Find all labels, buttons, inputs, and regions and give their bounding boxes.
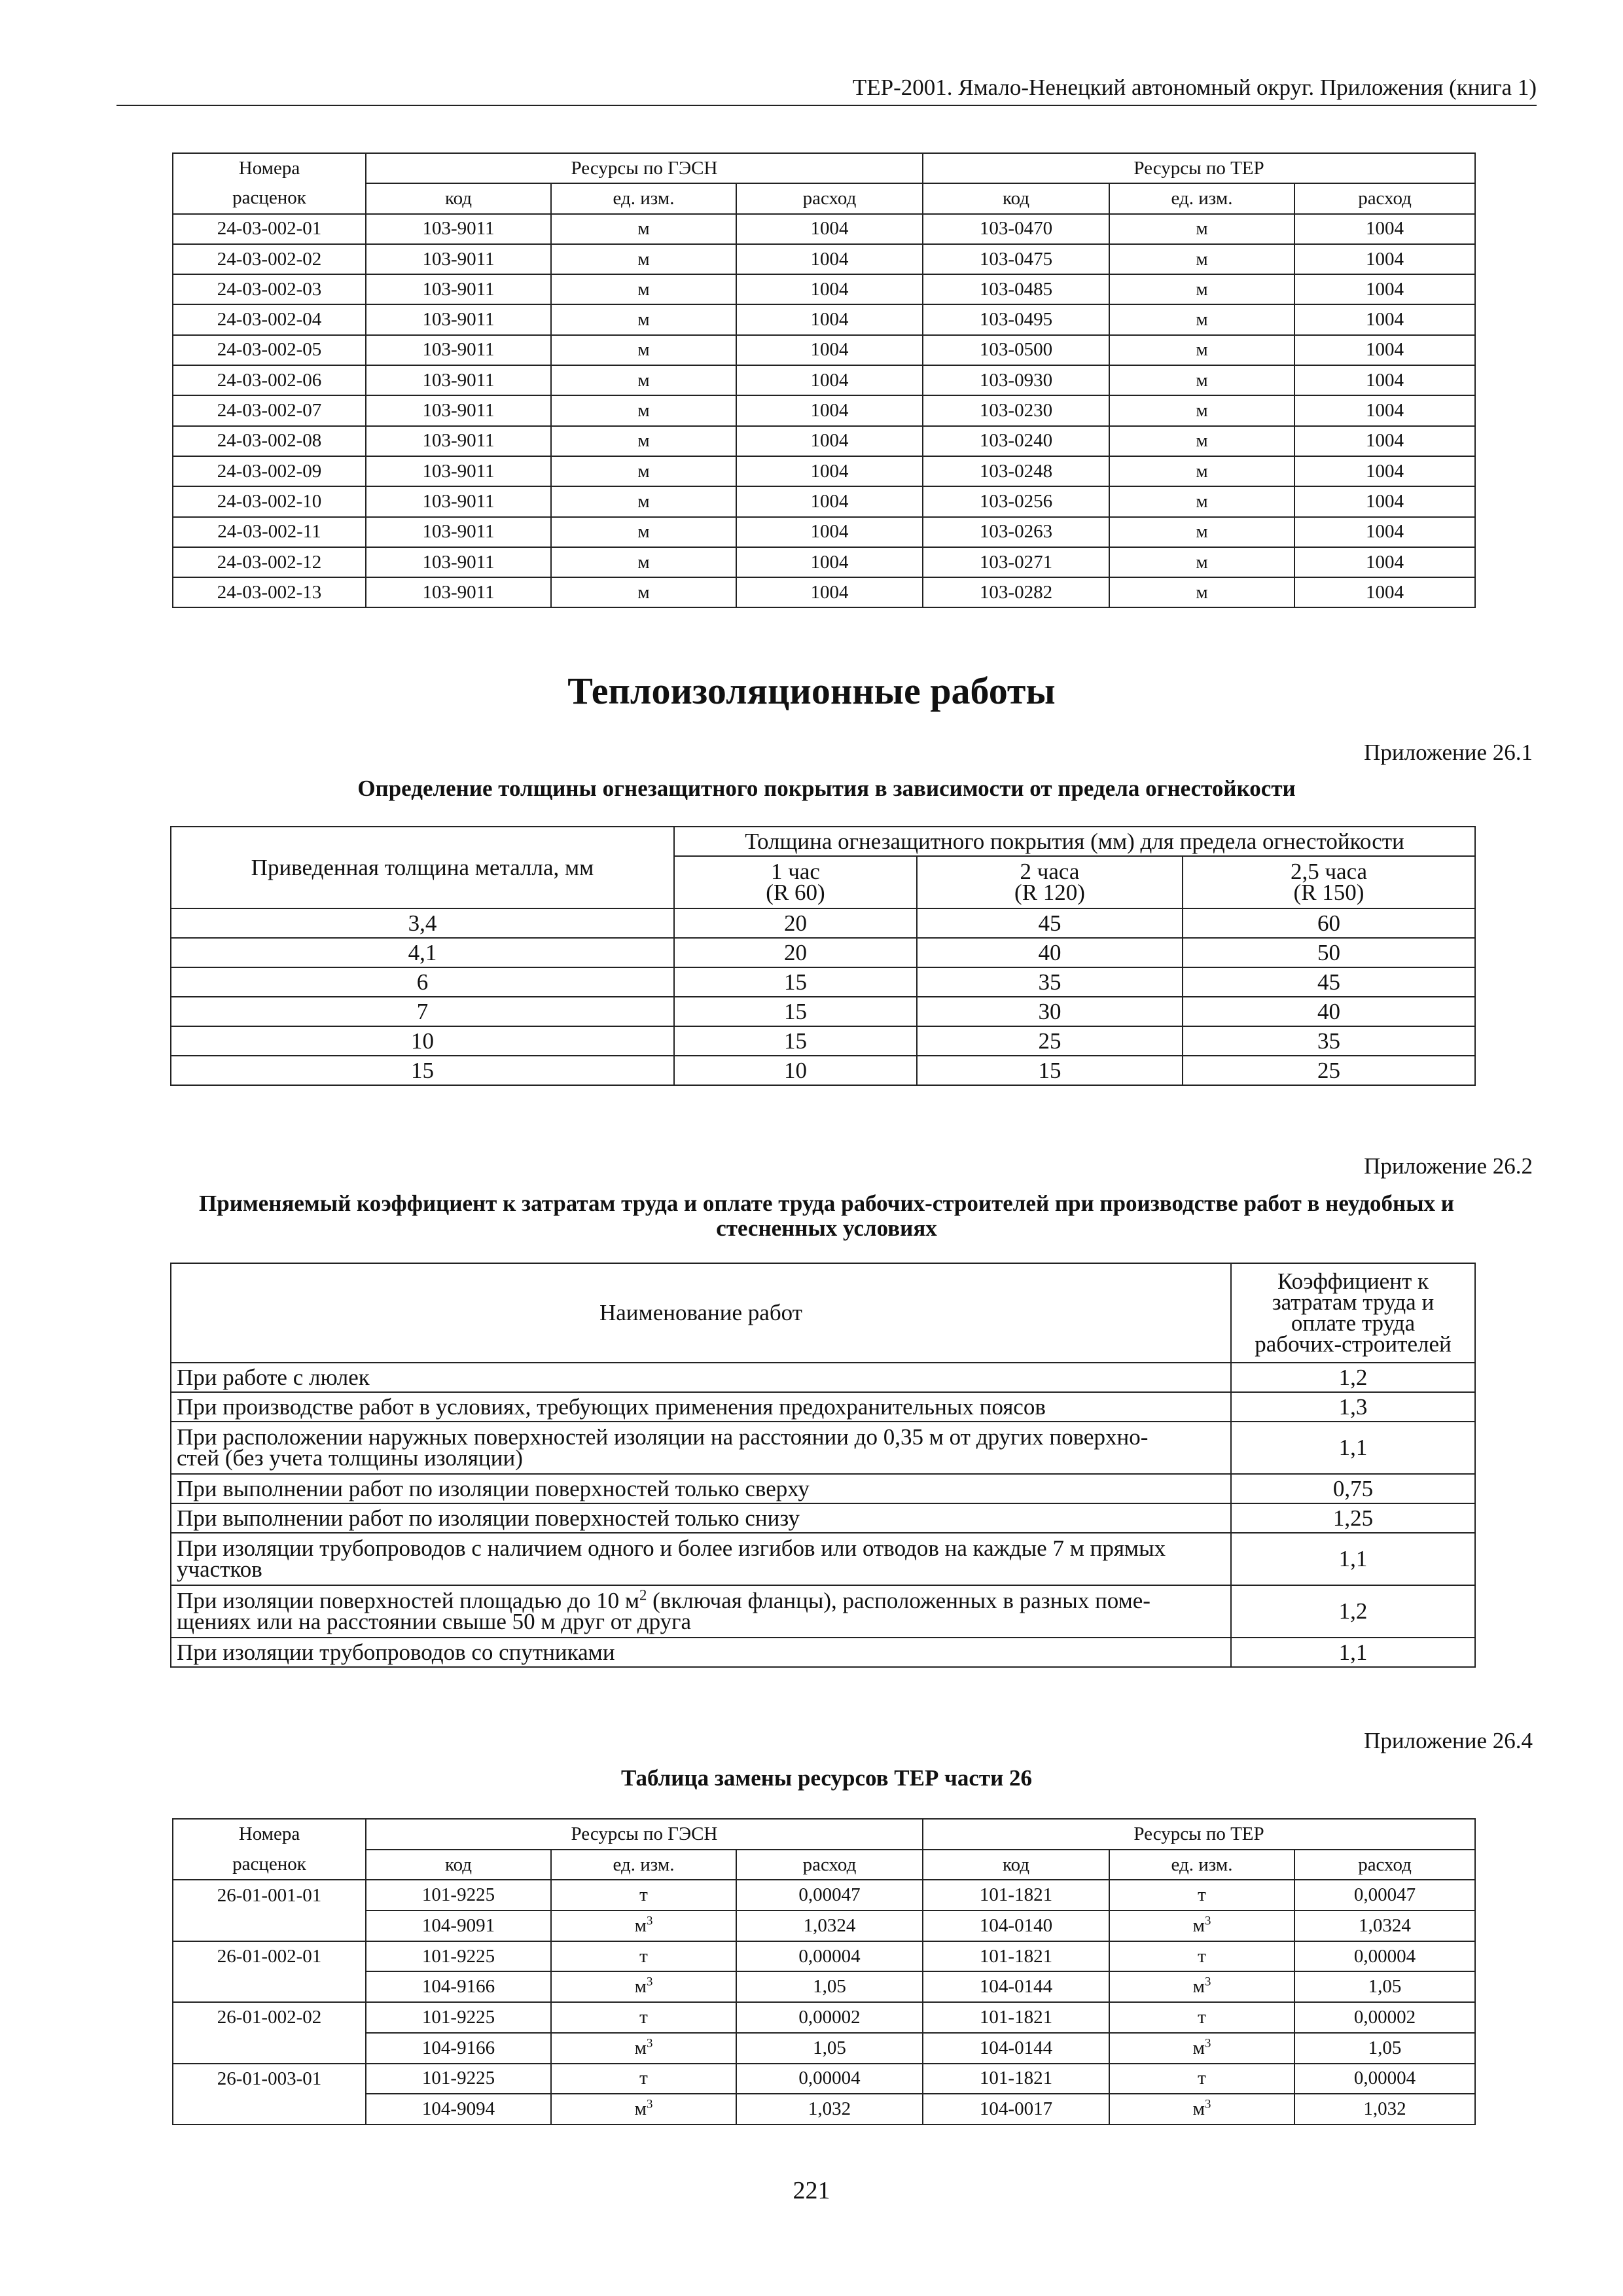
col-header-unit: ед. изм. — [551, 183, 736, 213]
ter-code: 103-0263 — [923, 517, 1109, 547]
ter-code: 101-1821 — [923, 2064, 1109, 2094]
gesn-unit: м — [551, 547, 736, 577]
ter-unit: м — [1109, 274, 1294, 304]
table-row — [171, 1422, 1475, 1474]
metal-thickness: 4,1 — [171, 938, 674, 967]
gesn-code: 103-9011 — [366, 456, 551, 486]
gesn-rate: 0,00004 — [736, 1941, 923, 1972]
table-row — [173, 426, 1475, 456]
ter-rate: 1004 — [1294, 365, 1475, 395]
gesn-code: 103-9011 — [366, 486, 551, 516]
metal-thickness: 15 — [171, 1056, 674, 1085]
col-header-rate: расход — [736, 1850, 923, 1880]
ter-code: 103-0282 — [923, 577, 1109, 607]
gesn-unit: т — [551, 1941, 736, 1972]
col-header-numbers-2: расценок — [173, 183, 366, 213]
coefficient-value: 1,2 — [1231, 1585, 1475, 1638]
coefficient-value: 1,1 — [1231, 1638, 1475, 1667]
thickness-r150: 40 — [1183, 997, 1475, 1026]
gesn-unit: $м^3$ — [551, 2033, 736, 2064]
table-row — [171, 1638, 1475, 1667]
ter-unit: т — [1109, 2002, 1294, 2033]
col-header-work-name: Наименование работ — [171, 1263, 1231, 1363]
ter-code: 103-0495 — [923, 304, 1109, 334]
coefficient-value: 1,25 — [1231, 1503, 1475, 1533]
thickness-r120: 45 — [917, 908, 1183, 938]
ter-unit: м — [1109, 456, 1294, 486]
rate-number-empty — [173, 2033, 366, 2064]
ter-rate: 1,05 — [1294, 2033, 1475, 2064]
col-header-r60: 1 час (R 60) — [674, 856, 917, 908]
table-row — [171, 1056, 1475, 1085]
gesn-unit: $м^3$ — [551, 1910, 736, 1941]
gesn-unit: м — [551, 456, 736, 486]
ter-rate: 1004 — [1294, 517, 1475, 547]
gesn-rate: 1004 — [736, 577, 923, 607]
gesn-rate: 1004 — [736, 517, 923, 547]
gesn-unit: т — [551, 1880, 736, 1910]
ter-unit: м — [1109, 486, 1294, 516]
table-row — [173, 1971, 1475, 2002]
gesn-rate: 1004 — [736, 365, 923, 395]
gesn-unit: м — [551, 304, 736, 334]
table-row — [173, 1910, 1475, 1941]
col-header-numbers: Номера — [173, 153, 366, 183]
ter-rate: 1004 — [1294, 395, 1475, 425]
coefficient-value: 0,75 — [1231, 1474, 1475, 1503]
ter-code: 103-0256 — [923, 486, 1109, 516]
metal-thickness: 6 — [171, 967, 674, 997]
appendix-label-26-4: Приложение 26.4 — [1364, 1728, 1533, 1753]
table-row — [173, 1941, 1475, 1972]
rate-number: 24-03-002-07 — [173, 395, 366, 425]
rate-number: 24-03-002-01 — [173, 214, 366, 244]
ter-unit: м — [1109, 335, 1294, 365]
table-row — [173, 2064, 1475, 2094]
gesn-code: 104-9091 — [366, 1910, 551, 1941]
ter-code: 103-0485 — [923, 274, 1109, 304]
gesn-rate: 1,05 — [736, 1971, 923, 2002]
ter-rate: 1004 — [1294, 304, 1475, 334]
thickness-r60: 10 — [674, 1056, 917, 1085]
appendix-title-26-1: Определение толщины огнезащитного покрытия в зависимости от предела огнестойкости — [357, 776, 1296, 801]
table-row — [173, 304, 1475, 334]
table-row — [171, 1392, 1475, 1422]
ter-rate: 1004 — [1294, 244, 1475, 274]
ter-code: 104-0144 — [923, 2033, 1109, 2064]
table-row — [171, 1503, 1475, 1533]
work-name: При выполнении работ по изоляции поверхностей только сверху — [171, 1474, 1231, 1503]
table-row — [173, 365, 1475, 395]
thickness-r150: 35 — [1183, 1026, 1475, 1056]
gesn-code: 103-9011 — [366, 426, 551, 456]
gesn-unit: м — [551, 274, 736, 304]
rate-number: 24-03-002-08 — [173, 426, 366, 456]
ter-unit: м — [1109, 577, 1294, 607]
ter-unit: м — [1109, 214, 1294, 244]
table-row — [171, 1585, 1475, 1638]
ter-code: 103-0230 — [923, 395, 1109, 425]
rate-number: 26-01-002-01 — [173, 1941, 366, 1972]
col-header-unit: ед. изм. — [1109, 183, 1294, 213]
gesn-code: 101-9225 — [366, 2002, 551, 2033]
gesn-code: 101-9225 — [366, 1880, 551, 1910]
col-header-code: код — [366, 183, 551, 213]
table-row — [173, 244, 1475, 274]
appendix-label-26-1: Приложение 26.1 — [1364, 740, 1533, 765]
thickness-r60: 15 — [674, 1026, 917, 1056]
ter-unit: $м^3$ — [1109, 1910, 1294, 1941]
ter-rate: 1004 — [1294, 214, 1475, 244]
work-name: При изоляции трубопроводов со спутниками — [171, 1638, 1231, 1667]
gesn-rate: 1004 — [736, 335, 923, 365]
table-row — [173, 335, 1475, 365]
thickness-r60: 20 — [674, 938, 917, 967]
table-row — [173, 547, 1475, 577]
gesn-unit: т — [551, 2064, 736, 2094]
gesn-unit: м — [551, 335, 736, 365]
coefficient-value: 1,3 — [1231, 1392, 1475, 1422]
resource-table-26 — [172, 1818, 1476, 2125]
col-header-rate: расход — [736, 183, 923, 213]
gesn-rate: 1,032 — [736, 2094, 923, 2125]
gesn-unit: $м^3$ — [551, 2094, 736, 2125]
col-header-r120: 2 часа (R 120) — [917, 856, 1183, 908]
table-row — [171, 967, 1475, 997]
thickness-r150: 60 — [1183, 908, 1475, 938]
ter-code: 103-0248 — [923, 456, 1109, 486]
table-row — [173, 517, 1475, 547]
ter-unit: м — [1109, 426, 1294, 456]
table-row — [173, 214, 1475, 244]
table-row — [173, 2033, 1475, 2064]
ter-rate: 0,00004 — [1294, 2064, 1475, 2094]
work-name: При расположении наружных поверхностей изоляции на расстоянии до 0,35 м от других поверхно- стей (без учета толщины изоляции) — [171, 1422, 1231, 1474]
work-name: При выполнении работ по изоляции поверхностей только снизу — [171, 1503, 1231, 1533]
section-title: Теплоизоляционные работы — [567, 670, 1056, 712]
gesn-code: 103-9011 — [366, 547, 551, 577]
ter-unit: $м^3$ — [1109, 1971, 1294, 2002]
gesn-code: 103-9011 — [366, 244, 551, 274]
table-row — [173, 2094, 1475, 2125]
rate-number: 24-03-002-04 — [173, 304, 366, 334]
appendix-title-26-4: Таблица замены ресурсов ТЕР части 26 — [621, 1765, 1032, 1791]
gesn-code: 104-9166 — [366, 1971, 551, 2002]
running-header: ТЕР-2001. Ямало-Ненецкий автономный округ. Приложения (книга 1) — [116, 71, 1537, 106]
gesn-rate: 1004 — [736, 274, 923, 304]
metal-thickness: 10 — [171, 1026, 674, 1056]
gesn-code: 103-9011 — [366, 517, 551, 547]
table-row — [173, 274, 1475, 304]
thickness-r120: 35 — [917, 967, 1183, 997]
coefficient-value: 1,1 — [1231, 1422, 1475, 1474]
gesn-code: 103-9011 — [366, 365, 551, 395]
table-row — [173, 486, 1475, 516]
table-row — [173, 2002, 1475, 2033]
thickness-r60: 15 — [674, 997, 917, 1026]
table-row — [171, 938, 1475, 967]
col-header-unit: ед. изм. — [551, 1850, 736, 1880]
col-header-metal-thickness: Приведенная толщина металла, мм — [171, 827, 674, 908]
gesn-rate: 1,0324 — [736, 1910, 923, 1941]
thickness-r150: 50 — [1183, 938, 1475, 967]
ter-unit: м — [1109, 395, 1294, 425]
gesn-unit: м — [551, 517, 736, 547]
col-header-coefficient: Коэффициент к затратам труда и оплате труда рабочих-строителей — [1231, 1263, 1475, 1363]
ter-rate: 1004 — [1294, 547, 1475, 577]
rate-number: 26-01-002-02 — [173, 2002, 366, 2033]
metal-thickness: 7 — [171, 997, 674, 1026]
ter-code: 104-0140 — [923, 1910, 1109, 1941]
gesn-unit: м — [551, 244, 736, 274]
ter-rate: 0,00004 — [1294, 1941, 1475, 1972]
table-row — [173, 577, 1475, 607]
col-header-rate: расход — [1294, 1850, 1475, 1880]
rate-number: 24-03-002-12 — [173, 547, 366, 577]
rate-number: 24-03-002-03 — [173, 274, 366, 304]
gesn-code: 103-9011 — [366, 577, 551, 607]
rate-number: 24-03-002-05 — [173, 335, 366, 365]
rate-number-empty — [173, 1971, 366, 2002]
ter-code: 103-0271 — [923, 547, 1109, 577]
gesn-code: 103-9011 — [366, 395, 551, 425]
gesn-rate: 1004 — [736, 304, 923, 334]
ter-unit: м — [1109, 244, 1294, 274]
rate-number: 24-03-002-09 — [173, 456, 366, 486]
rate-number: 24-03-002-02 — [173, 244, 366, 274]
ter-code: 104-0017 — [923, 2094, 1109, 2125]
rate-number: 24-03-002-13 — [173, 577, 366, 607]
table-row — [173, 456, 1475, 486]
col-header-ter: Ресурсы по ТЕР — [923, 1819, 1475, 1850]
col-header-gesn: Ресурсы по ГЭСН — [366, 153, 923, 183]
ter-code: 103-0930 — [923, 365, 1109, 395]
work-name: При изоляции поверхностей площадью до 10 $м^2$ (включая фланцы), расположенных в разных поме- щениях или на расстоянии свыше 50 м друг от друга — [171, 1585, 1231, 1638]
gesn-unit: м — [551, 214, 736, 244]
col-header-numbers: Номера — [173, 1819, 366, 1850]
ter-rate: 1004 — [1294, 486, 1475, 516]
ter-code: 103-0500 — [923, 335, 1109, 365]
ter-code: 103-0470 — [923, 214, 1109, 244]
gesn-rate: 1004 — [736, 395, 923, 425]
work-name: При работе с люлек — [171, 1363, 1231, 1392]
col-header-code: код — [923, 183, 1109, 213]
ter-rate: 1004 — [1294, 577, 1475, 607]
thickness-r60: 20 — [674, 908, 917, 938]
gesn-code: 101-9225 — [366, 2064, 551, 2094]
coefficient-value: 1,2 — [1231, 1363, 1475, 1392]
thickness-r120: 40 — [917, 938, 1183, 967]
table-row — [173, 395, 1475, 425]
col-header-gesn: Ресурсы по ГЭСН — [366, 1819, 923, 1850]
table-row — [173, 1880, 1475, 1910]
ter-rate: 1004 — [1294, 426, 1475, 456]
ter-code: 103-0240 — [923, 426, 1109, 456]
ter-rate: 0,00002 — [1294, 2002, 1475, 2033]
ter-rate: 1,0324 — [1294, 1910, 1475, 1941]
col-header-unit: ед. изм. — [1109, 1850, 1294, 1880]
gesn-rate: 1004 — [736, 426, 923, 456]
gesn-unit: м — [551, 486, 736, 516]
table-row — [171, 1026, 1475, 1056]
col-header-rate: расход — [1294, 183, 1475, 213]
ter-unit: $м^3$ — [1109, 2094, 1294, 2125]
ter-rate: 1004 — [1294, 335, 1475, 365]
ter-unit: $м^3$ — [1109, 2033, 1294, 2064]
gesn-rate: 0,00004 — [736, 2064, 923, 2094]
gesn-code: 103-9011 — [366, 335, 551, 365]
coefficient-value: 1,1 — [1231, 1533, 1475, 1585]
col-header-numbers-2: расценок — [173, 1850, 366, 1880]
thickness-r150: 25 — [1183, 1056, 1475, 1085]
work-name: При изоляции трубопроводов с наличием одного и более изгибов или отводов на каждые 7 м прямых участков — [171, 1533, 1231, 1585]
gesn-code: 103-9011 — [366, 214, 551, 244]
ter-unit: м — [1109, 517, 1294, 547]
gesn-unit: т — [551, 2002, 736, 2033]
col-header-ter: Ресурсы по ТЕР — [923, 153, 1475, 183]
gesn-unit: м — [551, 426, 736, 456]
metal-thickness: 3,4 — [171, 908, 674, 938]
gesn-unit: $м^3$ — [551, 1971, 736, 2002]
table-row — [171, 997, 1475, 1026]
col-header-coating-thickness: Толщина огнезащитного покрытия (мм) для предела огнестойкости — [674, 827, 1475, 856]
ter-rate: 1004 — [1294, 274, 1475, 304]
gesn-rate: 1004 — [736, 547, 923, 577]
ter-rate: 1,032 — [1294, 2094, 1475, 2125]
thickness-r120: 25 — [917, 1026, 1183, 1056]
gesn-rate: 0,00047 — [736, 1880, 923, 1910]
resource-table-24 — [172, 152, 1476, 608]
ter-unit: т — [1109, 1941, 1294, 1972]
gesn-rate: 1,05 — [736, 2033, 923, 2064]
gesn-code: 103-9011 — [366, 274, 551, 304]
thickness-r150: 45 — [1183, 967, 1475, 997]
ter-code: 103-0475 — [923, 244, 1109, 274]
thickness-r60: 15 — [674, 967, 917, 997]
rate-number-empty — [173, 1910, 366, 1941]
ter-code: 101-1821 — [923, 2002, 1109, 2033]
gesn-rate: 1004 — [736, 486, 923, 516]
table-row — [171, 1474, 1475, 1503]
col-header-code: код — [923, 1850, 1109, 1880]
rate-number: 26-01-003-01 — [173, 2064, 366, 2094]
rate-number-empty — [173, 2094, 366, 2125]
gesn-code: 103-9011 — [366, 304, 551, 334]
thickness-r120: 15 — [917, 1056, 1183, 1085]
ter-unit: м — [1109, 304, 1294, 334]
ter-unit: м — [1109, 365, 1294, 395]
rate-number: 24-03-002-11 — [173, 517, 366, 547]
ter-code: 101-1821 — [923, 1941, 1109, 1972]
ter-rate: 0,00047 — [1294, 1880, 1475, 1910]
gesn-rate: 1004 — [736, 214, 923, 244]
ter-rate: 1004 — [1294, 456, 1475, 486]
gesn-code: 101-9225 — [366, 1941, 551, 1972]
ter-rate: 1,05 — [1294, 1971, 1475, 2002]
rate-number: 24-03-002-06 — [173, 365, 366, 395]
rate-number: 26-01-001-01 — [173, 1880, 366, 1910]
appendix-label-26-2: Приложение 26.2 — [1364, 1153, 1533, 1179]
table-row — [171, 1363, 1475, 1392]
gesn-rate: 1004 — [736, 456, 923, 486]
gesn-code: 104-9166 — [366, 2033, 551, 2064]
page-number: 221 — [793, 2177, 830, 2204]
appendix-title-26-2: Применяемый коэффициент к затратам труда и оплате труда рабочих-строителей при производстве работ в неудобных и стесненных условиях — [199, 1191, 1454, 1241]
gesn-unit: м — [551, 395, 736, 425]
gesn-rate: 0,00002 — [736, 2002, 923, 2033]
col-header-code: код — [366, 1850, 551, 1880]
ter-unit: м — [1109, 547, 1294, 577]
table-row — [171, 1533, 1475, 1585]
ter-unit: т — [1109, 1880, 1294, 1910]
ter-unit: т — [1109, 2064, 1294, 2094]
rate-number: 24-03-002-10 — [173, 486, 366, 516]
work-name: При производстве работ в условиях, требующих применения предохранительных поясов — [171, 1392, 1231, 1422]
coefficient-table — [170, 1263, 1476, 1668]
thickness-r120: 30 — [917, 997, 1183, 1026]
ter-code: 104-0144 — [923, 1971, 1109, 2002]
gesn-rate: 1004 — [736, 244, 923, 274]
table-row — [171, 908, 1475, 938]
gesn-code: 104-9094 — [366, 2094, 551, 2125]
ter-code: 101-1821 — [923, 1880, 1109, 1910]
col-header-r150: 2,5 часа (R 150) — [1183, 856, 1475, 908]
gesn-unit: м — [551, 577, 736, 607]
gesn-unit: м — [551, 365, 736, 395]
fire-protection-table — [170, 826, 1476, 1086]
